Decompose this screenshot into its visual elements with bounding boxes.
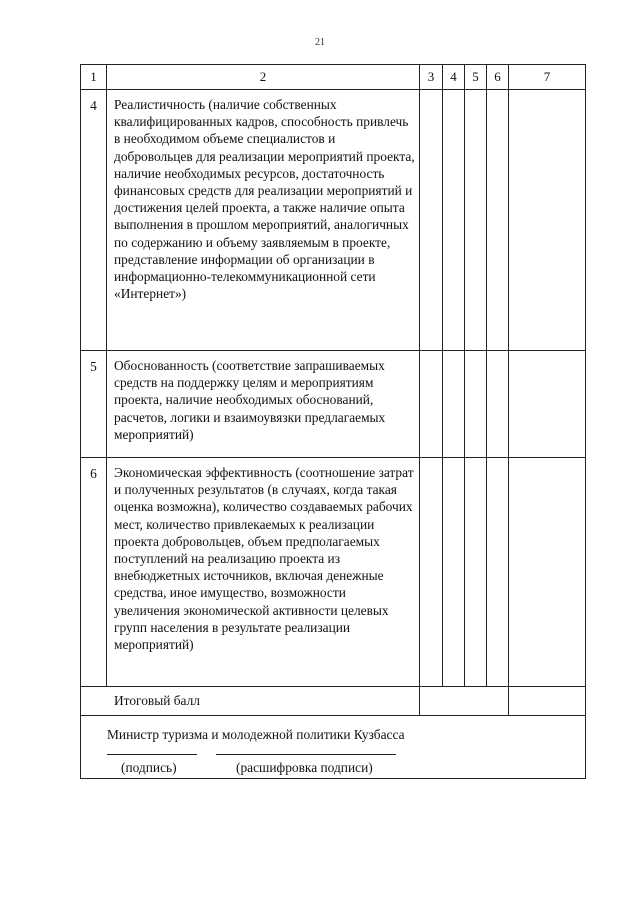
header-cell-5: 5	[465, 65, 487, 90]
minister-title: Министр туризма и молодежной политики Кузбасса	[107, 727, 405, 742]
score-cell	[420, 458, 443, 687]
header-cell-2: 2	[107, 65, 420, 90]
total-score-cell	[509, 687, 586, 716]
signature-row	[81, 716, 586, 779]
signature-line	[107, 754, 197, 755]
criterion-text: Реалистичность (наличие собственных квалифицированных кадров, способность привлечь в необходимом объеме специалистов и добровольцев для реализации мероприятий проекта, наличие необходимых ресурсов, достаточность финансовых средств для реализации мероприятий и достижения целей проекта, а также наличие опыта выполнения в прошлом мероприятий, аналогичных по содержанию и объему заявляемым в проекте, представление информации об организации в информационно-телекоммуникационной сети «Интернет»)	[107, 90, 420, 351]
score-cell	[509, 458, 586, 687]
score-cell	[465, 90, 487, 351]
header-cell-7: 7	[509, 65, 586, 90]
table-row	[81, 351, 586, 458]
score-cell	[509, 90, 586, 351]
criterion-text: Обоснованность (соответствие запрашиваемых средств на поддержку целям и мероприятиям проекта, наличие необходимых обоснований, расчетов, логики и взаимоувязки предлагаемых мероприятий)	[107, 351, 420, 458]
score-cell	[509, 351, 586, 458]
score-cell	[420, 351, 443, 458]
score-cell	[487, 90, 509, 351]
criterion-text: Экономическая эффективность (соотношение затрат и полученных результатов (в случаях, когда такая оценка возможна), количество создаваемых рабочих мест, количество привлекаемых к реализации проекта добровольцев, объем предполагаемых поступлений на реализацию проекта из внебюджетных источников, включая денежные средства, иное имущество, возможности увеличения экономической активности целевых групп населения в результате реализации мероприятий)	[107, 458, 420, 687]
score-cell	[420, 90, 443, 351]
row-number: 5	[81, 351, 107, 458]
total-row	[81, 687, 586, 716]
table-row	[81, 90, 586, 351]
header-cell-3: 3	[420, 65, 443, 90]
row-number: 6	[81, 458, 107, 687]
signature-cell	[81, 716, 586, 779]
signature-caption: (подпись)	[121, 760, 177, 775]
score-cell	[465, 458, 487, 687]
header-cell-6: 6	[487, 65, 509, 90]
score-cell	[487, 458, 509, 687]
header-cell-1: 1	[81, 65, 107, 90]
score-cell	[443, 351, 465, 458]
score-cell	[487, 351, 509, 458]
header-cell-4: 4	[443, 65, 465, 90]
signature-decode-caption: (расшифровка подписи)	[236, 760, 373, 775]
evaluation-table	[80, 64, 586, 779]
score-cell	[443, 458, 465, 687]
score-cell	[443, 90, 465, 351]
score-cell	[465, 351, 487, 458]
total-label: Итоговый балл	[81, 687, 420, 716]
header-row	[81, 65, 586, 90]
table-row	[81, 458, 586, 687]
page-number: 21	[315, 37, 325, 48]
total-score-cell	[420, 687, 509, 716]
row-number: 4	[81, 90, 107, 351]
signature-decode-line	[216, 754, 396, 755]
